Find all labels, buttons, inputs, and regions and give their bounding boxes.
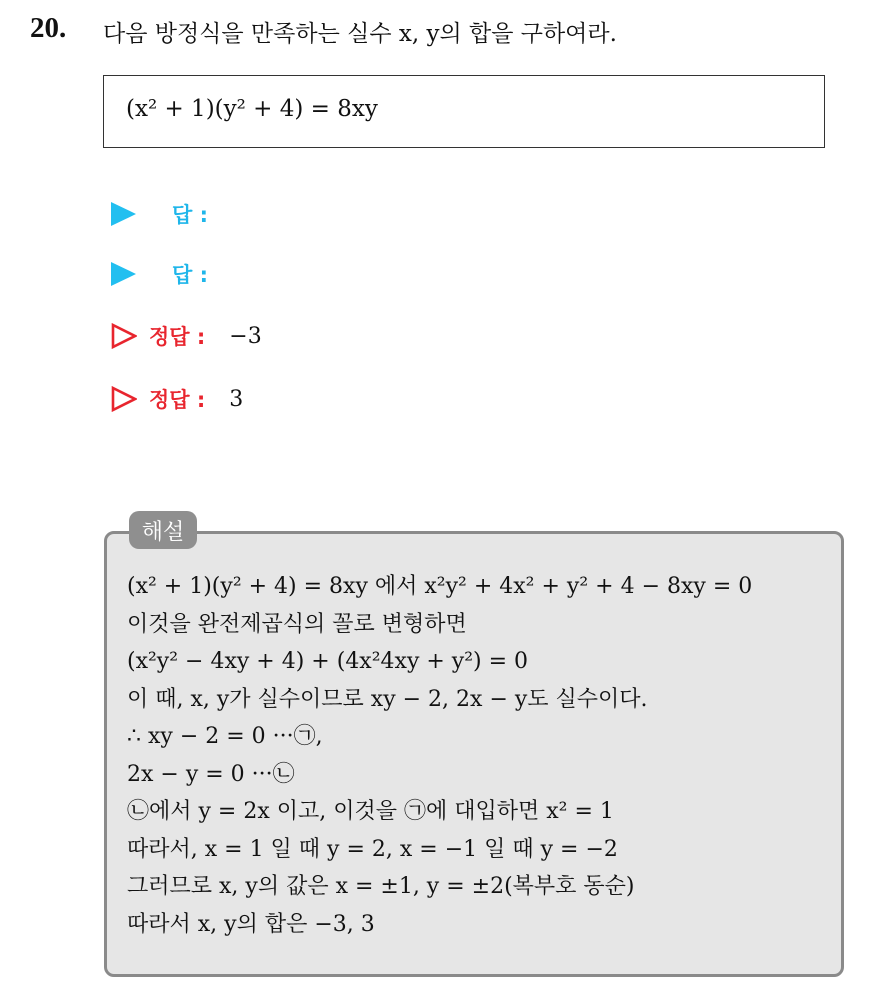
solution-line: 2x − y = 0 ···㉡ — [127, 761, 295, 787]
solution-lines — [127, 568, 831, 943]
correct-answer-value: 3 — [229, 386, 244, 412]
solution-line: (x² + 1)(y² + 4) = 8xy 에서 x²y² + 4x² + y² + 4 − 8xy = 0 — [127, 574, 753, 599]
solution-line: 따라서, x = 1 일 때 y = 2, x = −1 일 때 y = −2 — [127, 836, 618, 862]
triangle-outline-icon — [111, 386, 137, 412]
triangle-outline-icon — [111, 323, 137, 349]
question-text: 다음 방정식을 만족하는 실수 x, y의 합을 구하여라. — [103, 21, 617, 47]
solution-line: 그러므로 x, y의 값은 x = ±1, y = ±2(복부호 동순) — [127, 874, 635, 899]
solution-line: 이 때, x, y가 실수이므로 xy − 2, 2x − y도 실수이다. — [127, 686, 648, 712]
correct-answer-row-1 — [111, 320, 262, 352]
answer-label: 답 : — [172, 263, 208, 287]
equation-box — [103, 75, 825, 148]
answer-row-2 — [111, 258, 232, 290]
solution-line: (x²y² − 4xy + 4) + (4x²4xy + y²) = 0 — [127, 649, 529, 674]
correct-answer-row-2 — [111, 383, 243, 415]
play-icon — [111, 262, 136, 286]
solution-line: 이것을 완전제곱식의 꼴로 변형하면 — [127, 611, 467, 637]
solution-box — [104, 531, 844, 977]
answer-label: 답 : — [172, 203, 208, 227]
correct-answer-value: −3 — [229, 323, 262, 349]
play-icon — [111, 202, 136, 226]
solution-line: ㉡에서 y = 2x 이고, 이것을 ㉠에 대입하면 x² = 1 — [127, 799, 614, 824]
answer-row-1 — [111, 198, 232, 230]
correct-answer-label: 정답 : — [149, 388, 206, 412]
solution-line: ∴ xy − 2 = 0 ···㉠, — [127, 724, 323, 749]
correct-answer-label: 정답 : — [149, 325, 206, 349]
solution-title-tag: 해설 — [129, 511, 197, 549]
equation-text: (x² + 1)(y² + 4) = 8xy — [126, 96, 378, 122]
solution-line: 따라서 x, y의 합은 −3, 3 — [127, 911, 375, 937]
question-number: 20. — [30, 12, 67, 44]
